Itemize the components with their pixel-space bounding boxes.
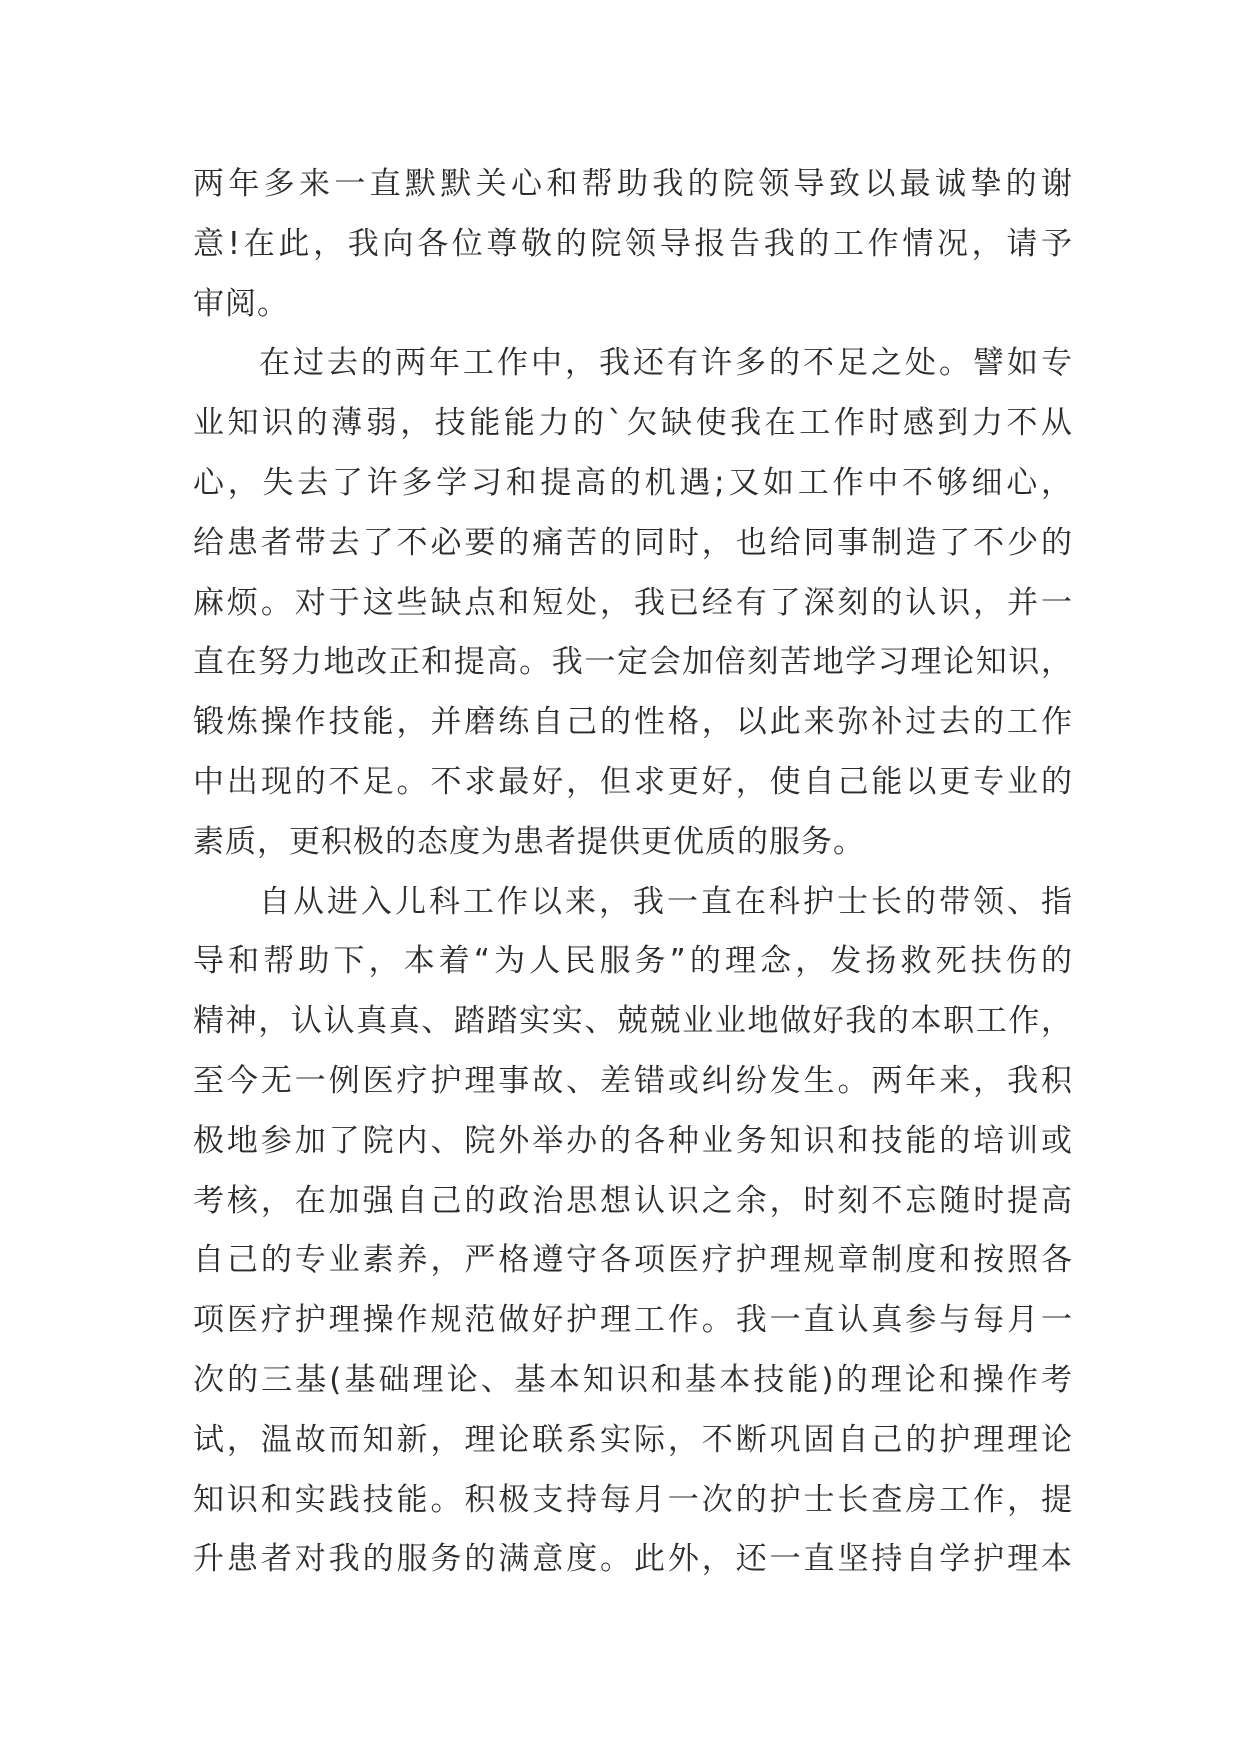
text-line: 自从进入儿科工作以来，我一直在科护士长的带领、指 (259, 883, 1073, 920)
text-line: 次的三基(基础理论、基本知识和基本技能)的理论和操作考 (193, 1361, 1073, 1398)
text-line: 考核，在加强自己的政治思想认识之余，时刻不忘随时提高 (193, 1182, 1073, 1219)
text-line: 升患者对我的服务的满意度。此外，还一直坚持自学护理本 (193, 1541, 1073, 1578)
text-line: 给患者带去了不必要的痛苦的同时，也给同事制造了不少的 (193, 524, 1073, 561)
text-line: 至今无一例医疗护理事故、差错或纠纷发生。两年来，我积 (193, 1062, 1073, 1099)
document-body (193, 155, 1073, 1590)
text-line: 导和帮助下，本着“为人民服务”的理念，发扬救死扶伤的 (193, 943, 1073, 980)
text-line: 自己的专业素养，严格遵守各项医疗护理规章制度和按照各 (193, 1242, 1073, 1279)
text-line: 业知识的薄弱，技能能力的`欠缺使我在工作时感到力不从 (193, 405, 1073, 442)
text-line: 意!在此，我向各位尊敬的院领导报告我的工作情况，请予 (193, 225, 1073, 262)
text-line: 精神，认认真真、踏踏实实、兢兢业业地做好我的本职工作， (193, 1003, 1073, 1040)
text-line: 锻炼操作技能，并磨练自己的性格，以此来弥补过去的工作 (193, 704, 1073, 741)
text-line: 中出现的不足。不求最好，但求更好，使自己能以更专业的 (193, 763, 1073, 800)
text-line: 在过去的两年工作中，我还有许多的不足之处。譬如专 (259, 345, 1073, 382)
text-line: 极地参加了院内、院外举办的各种业务知识和技能的培训或 (193, 1122, 1073, 1159)
text-line: 审阅。 (193, 285, 289, 322)
text-line: 素质，更积极的态度为患者提供更优质的服务。 (193, 823, 865, 860)
text-line: 直在努力地改正和提高。我一定会加倍刻苦地学习理论知识， (193, 644, 1073, 681)
text-line: 心，失去了许多学习和提高的机遇;又如工作中不够细心， (193, 464, 1073, 501)
text-line: 两年多来一直默默关心和帮助我的院领导致以最诚挚的谢 (193, 166, 1073, 202)
text-line: 项医疗护理操作规范做好护理工作。我一直认真参与每月一 (193, 1302, 1073, 1339)
text-line: 麻烦。对于这些缺点和短处，我已经有了深刻的认识，并一 (193, 584, 1073, 621)
text-line: 试，温故而知新，理论联系实际，不断巩固自己的护理理论 (193, 1421, 1073, 1458)
text-line: 知识和实践技能。积极支持每月一次的护士长查房工作，提 (193, 1481, 1073, 1518)
